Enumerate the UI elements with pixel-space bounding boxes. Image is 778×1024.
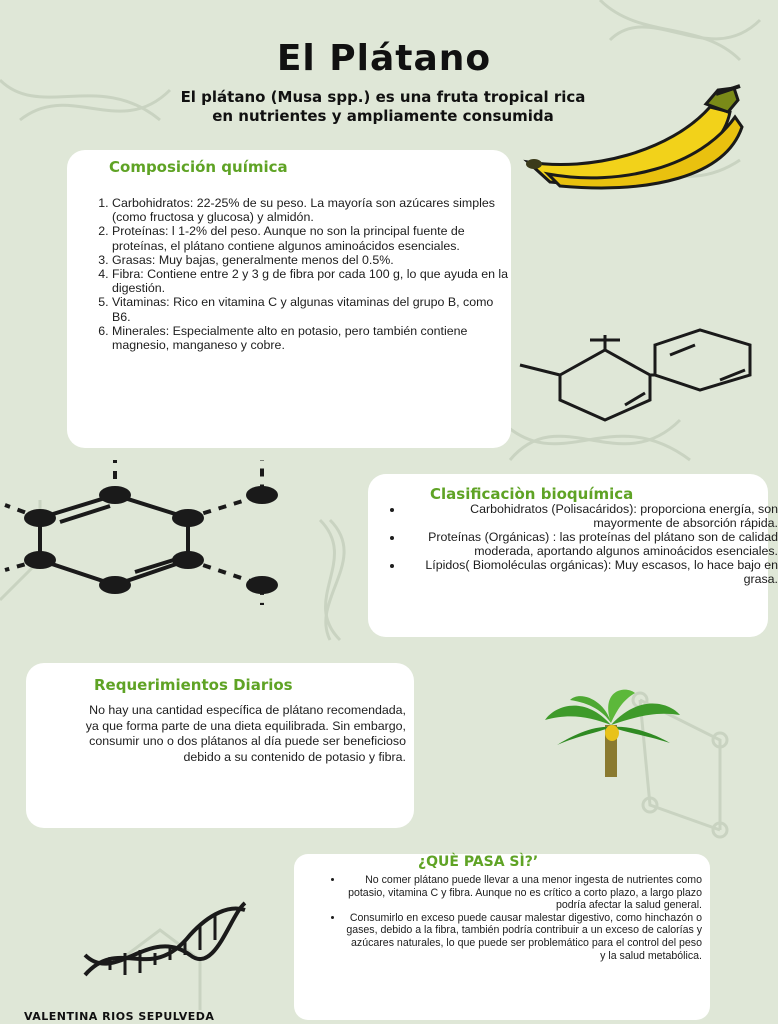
page-title: El Plátano <box>276 38 492 79</box>
list-item: 3. Grasas: Muy bajas, generalmente menos del 0.5%. <box>112 253 512 267</box>
list-item: 4. Fibra: Contiene entre 2 y 3 g de fibra por cada 100 g, lo que ayuda en la digestión. <box>112 267 512 295</box>
list-item: 5. Vitaminas: Rico en vitamina C y algunas vitaminas del grupo B, como B6. <box>112 295 512 323</box>
what-if-list <box>326 874 702 962</box>
list-item: • No comer plátano puede llevar a una menor ingesta de nutrientes como potasio, vitamina C y fibra. Aunque no es crítico a corto plazo, a largo plazo podría afectar la salud general. <box>344 874 702 912</box>
classification-heading: Clasificaciòn bioquímica <box>430 485 634 503</box>
author-name: VALENTINA RIOS SEPULVEDA <box>24 1010 215 1023</box>
composition-card <box>67 150 511 448</box>
composition-list <box>92 196 512 352</box>
what-if-card <box>294 854 710 1020</box>
list-item: 1. Carbohidratos: 22-25% de su peso. La mayoría son azúcares simples (como fructosa y glucosa) y almidón. <box>112 196 512 224</box>
banana-icon <box>520 82 750 192</box>
banana-tree-icon <box>545 685 680 780</box>
list-item: 6. Minerales: Especialmente alto en potasio, pero también contiene magnesio, manganeso y cobre. <box>112 324 512 352</box>
list-item: • Carbohidratos (Polisacáridos): proporciona energía, son mayormente de absorción rápida. <box>404 502 778 530</box>
page-subtitle: El plátano (Musa spp.) es una fruta tropical rica en nutrientes y ampliamente consumida <box>180 88 586 125</box>
what-if-heading: ¿QUÈ PASA SÌ?’ <box>418 854 539 870</box>
list-item: 2. Proteínas: l 1-2% del peso. Aunque no son la principal fuente de proteínas, el plátano contiene algunos aminoácidos esenciales. <box>112 224 512 252</box>
molecule-icon <box>520 325 760 425</box>
requirements-text: No hay una cantidad específica de plátano recomendada, ya que forma parte de una dieta equilibrada. Sin embargo, consumir uno o dos plátanos al día puede ser beneficioso debido a su contenido de potasio y fibra. <box>85 703 406 764</box>
requirements-card <box>26 663 414 828</box>
requirements-heading: Requerimientos Diarios <box>94 676 293 694</box>
dna-helix-icon <box>80 895 250 985</box>
list-item: • Consumirlo en exceso puede causar malestar digestivo, como hinchazón o gases, debido a la fibra, también podría contribuir a un exceso de calorías y azúcares naturales, lo que puede ser problemático para el control del peso y la salud metabólica. <box>344 912 702 962</box>
classification-list <box>388 502 778 586</box>
classification-card <box>368 474 778 637</box>
composition-heading: Composición química <box>109 158 288 176</box>
list-item: • Lípidos( Biomoléculas orgánicas): Muy escasos, lo hace bajo en grasa. <box>404 558 778 586</box>
molecule-icon <box>0 450 300 610</box>
list-item: • Proteínas (Orgánicas) : las proteínas del plátano son de calidad moderada, aportando algunos aminoácidos esenciales. <box>404 530 778 558</box>
